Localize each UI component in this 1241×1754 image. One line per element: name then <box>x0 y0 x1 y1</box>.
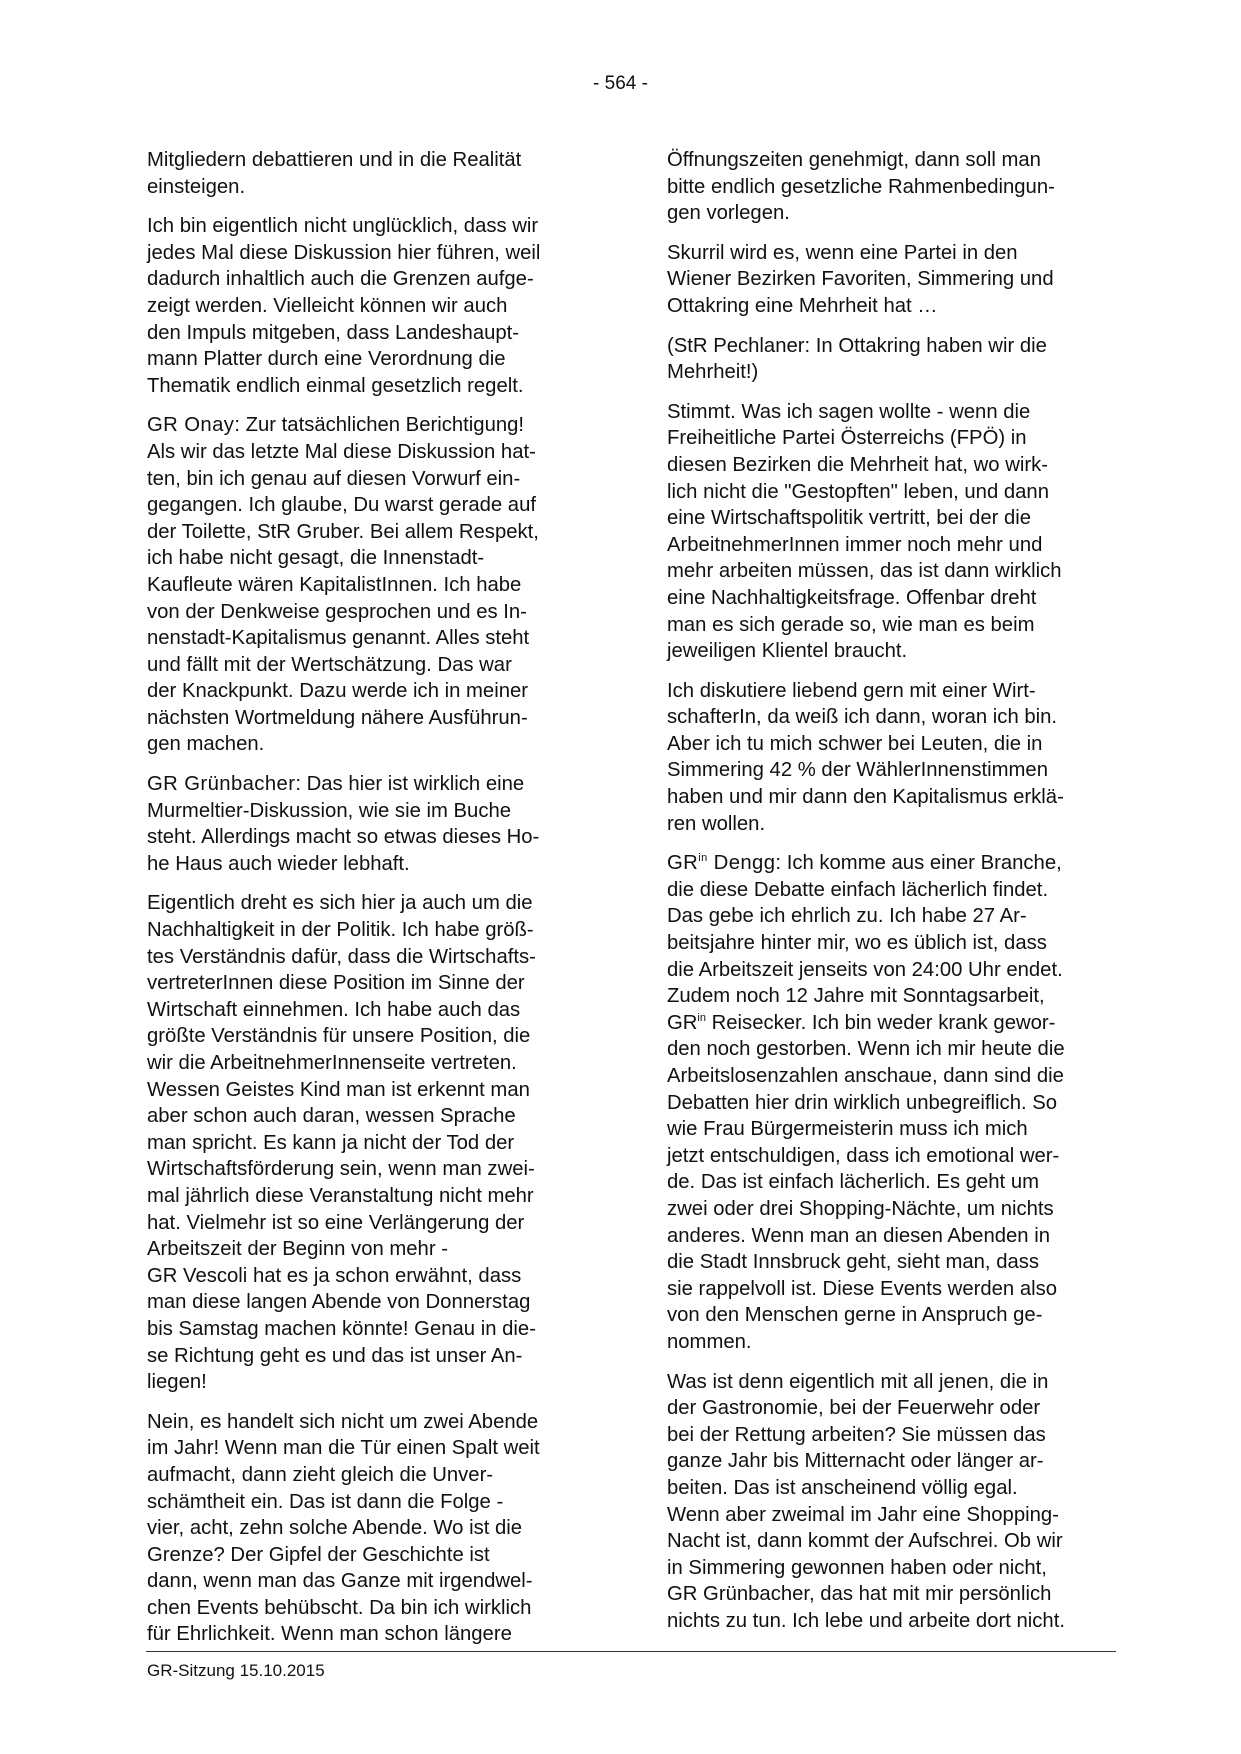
page-number: - 564 - <box>593 73 648 94</box>
paragraph: Stimmt. Was ich sagen wollte - wenn die Freiheitliche Partei Österreichs (FPÖ) in diesen Bezirken die Mehrheit hat, wo wirk- lich nicht die "Gestopften" leben, und dann eine Wirtschaftspolitik vertritt, bei der die ArbeitnehmerInnen immer noch mehr und mehr arbeiten müssen, das ist dann wirklich eine Nachhaltigkeitsfrage. Offenbar dreht man es sich gerade so, wie man es beim jeweiligen Klientel braucht. <box>667 400 1062 663</box>
reference-title: GR <box>667 1011 698 1034</box>
paragraph: Ich bin eigentlich nicht unglücklich, dass wir jedes Mal diese Diskussion hier führen, weil dadurch inhaltlich auch die Grenzen aufge- zeigt werden. Vielleicht können wir auch den Impuls mitgeben, dass Landeshaupt- mann Platter durch eine Verordnung die Thematik endlich einmal gesetzlich regelt. <box>147 215 541 397</box>
paragraph: Skurril wird es, wenn eine Partei in den Wiener Bezirken Favoriten, Simmering und Ottakring eine Mehrheit hat … <box>667 241 1054 317</box>
speaker-surname: Dengg <box>707 852 776 875</box>
paragraph-speech <box>147 412 590 758</box>
footer-session-date: GR-Sitzung 15.10.2015 <box>147 1661 325 1680</box>
paragraph: Was ist denn eigentlich mit all jenen, die in der Gastronomie, bei der Feuerwehr oder bei der Rettung arbeiten? Sie müssen das ganze Jahr bis Mitternacht oder länger ar- beiten. Das ist anscheinend völlig egal. Wenn aber zweimal im Jahr eine Shopping- Nacht ist, dann kommt der Aufschrei. Ob wir in Simmering gewonnen haben oder nicht, GR Grünbacher, das hat mit mir persönlich nichts zu tun. Ich lebe und arbeite dort nicht. <box>667 1370 1065 1632</box>
paragraph: Öffnungszeiten genehmigt, dann soll man bitte endlich gesetzliche Rahmenbedingun- gen vorlegen. <box>667 149 1055 225</box>
speaker-title-superscript: in <box>698 852 708 865</box>
speech-text: : Ich komme aus einer Branche, die diese Debatte einfach lächerlich findet. Das gebe ich ehrlich zu. Ich habe 27 Ar- beitsjahre hinter mir, wo es üblich ist, dass die Arbeitszeit jenseits von 24:00 Uhr endet. Zudem noch 12 Jahre mit Sonntagsarbeit, <box>667 852 1063 1008</box>
interjection: (StR Pechlaner: In Ottakring haben wir die Mehrheit!) <box>667 334 1047 384</box>
reference-title-superscript: in <box>697 1011 706 1024</box>
speech-text: Reisecker. Ich bin weder krank gewor- den noch gestorben. Wenn ich mir heute die Arbeitslosenzahlen anschaue, dann sind die Debatten hier drin wirklich unbegreiflich. So wie Frau Bürgermeisterin muss ich mich jetzt entschuldigen, dass ich emotional wer- de. Das ist einfach lächerlich. Es geht um zwei oder drei Shopping-Nächte, um nichts anderes. Wenn man an diesen Abenden in die Stadt Innsbruck geht, sieht man, dass sie rappelvoll ist. Diese Events werden also von den Menschen gerne in Anspruch ge- nommen. <box>667 1011 1065 1353</box>
speech-text: : Das hier ist wirklich eine Murmeltier-Diskussion, wie sie im Buche steht. Allerdings macht so etwas dieses Ho- he Haus auch wieder lebhaft. <box>147 773 540 875</box>
speaker-name: GR Onay <box>147 414 235 437</box>
paragraph: Mitgliedern debattieren und in die Realität einsteigen. <box>147 149 522 198</box>
paragraph: Eigentlich dreht es sich hier ja auch um die Nachhaltigkeit in der Politik. Ich habe größ- tes Verständnis dafür, dass die Wirtschafts- vertreterInnen diese Position im Sinne der Wirtschaft einnehmen. Ich habe auch das größte Verständnis für unsere Position, die wir die ArbeitnehmerInnenseite vertreten. Wessen Geistes Kind man ist erkennt man aber schon auch daran, wessen Sprache man spricht. Es kann ja nicht der Tod der Wirtschaftsförderung sein, wenn man zwei- mal jährlich diese Veranstaltung nicht mehr hat. Vielmehr ist so eine Verlängerung der Arbeitszeit der Beginn von mehr - GR Vescoli hat es ja schon erwähnt, dass man diese langen Abende von Donnerstag bis Samstag machen könnte! Genau in die- se Richtung geht es und das ist unser An- liegen! <box>147 892 536 1394</box>
right-column <box>667 147 1110 1647</box>
paragraph: Ich diskutiere liebend gern mit einer Wirt- schafterIn, da weiß ich dann, woran ich bin. Aber ich tu mich schwer bei Leuten, die in Simmering 42 % der WählerInnenstimmen haben und mir dann den Kapitalismus erklä- ren wollen. <box>667 679 1064 835</box>
speaker-title: GR <box>667 852 699 875</box>
paragraph: Nein, es handelt sich nicht um zwei Abende im Jahr! Wenn man die Tür einen Spalt weit aufmacht, dann zieht gleich die Unver- schämtheit ein. Das ist dann die Folge - vier, acht, zehn solche Abende. Wo ist die Grenze? Der Gipfel der Geschichte ist dann, wenn man das Ganze mit irgendwel- chen Events behübscht. Da bin ich wirklich für Ehrlichkeit. Wenn man schon längere <box>147 1410 540 1646</box>
speaker-name <box>667 852 775 874</box>
speaker-name: GR Grünbacher <box>147 773 296 796</box>
paragraph-speech <box>667 850 1110 1355</box>
paragraph-speech <box>147 771 590 877</box>
footer-divider <box>146 1651 1116 1652</box>
speech-text: : Zur tatsächlichen Berichtigung! Als wir das letzte Mal diese Diskussion hat- ten, bin ich genau auf diesen Vorwurf ein- gegangen. Ich glaube, Du warst gerade auf der Toilette, StR Gruber. Bei allem Respekt, ich habe nicht gesagt, die Innenstadt- Kaufleute wären KapitalistInnen. Ich habe von der Denkweise gesprochen und es In- nenstadt-Kapitalismus genannt. Alles steht und fällt mit der Wertschätzung. Das war der Knackpunkt. Dazu werde ich in meiner nächsten Wortmeldung nähere Ausführun- gen machen. <box>147 414 539 756</box>
left-column <box>147 147 590 1661</box>
